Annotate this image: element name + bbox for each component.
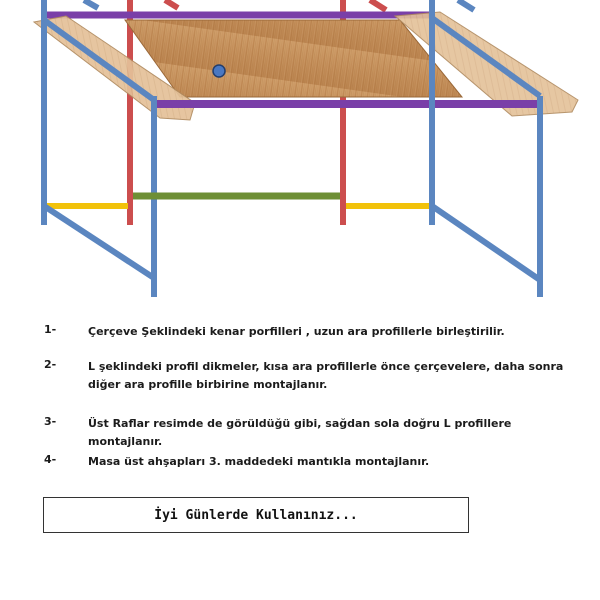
step-text: L şeklindeki profil dikmeler, kısa ara profillerle önce çerçevelere, daha sonra diğer ara profille birbirine montajlanır. xyxy=(88,360,564,391)
step-text: Çerçeve Şeklindeki kenar porfilleri , uzun ara profillerle birleştirilir. xyxy=(88,325,505,338)
lower-rails xyxy=(44,196,540,280)
step-number: 1- xyxy=(44,323,57,336)
footer-message: İyi Günlerde Kullanınız... xyxy=(154,507,358,523)
mounting-hole xyxy=(213,65,225,77)
footer-message-box xyxy=(43,497,469,533)
step-number: 2- xyxy=(44,358,57,371)
step-text: Masa üst ahşapları 3. maddedeki mantıkla montajlanır. xyxy=(88,455,430,468)
step-number: 3- xyxy=(44,415,57,428)
main-tabletop xyxy=(125,20,462,97)
step-number: 4- xyxy=(44,453,57,466)
step-text: Üst Raflar resimde de görüldüğü gibi, sağdan sola doğru L profillere montajlanır. xyxy=(88,417,512,448)
